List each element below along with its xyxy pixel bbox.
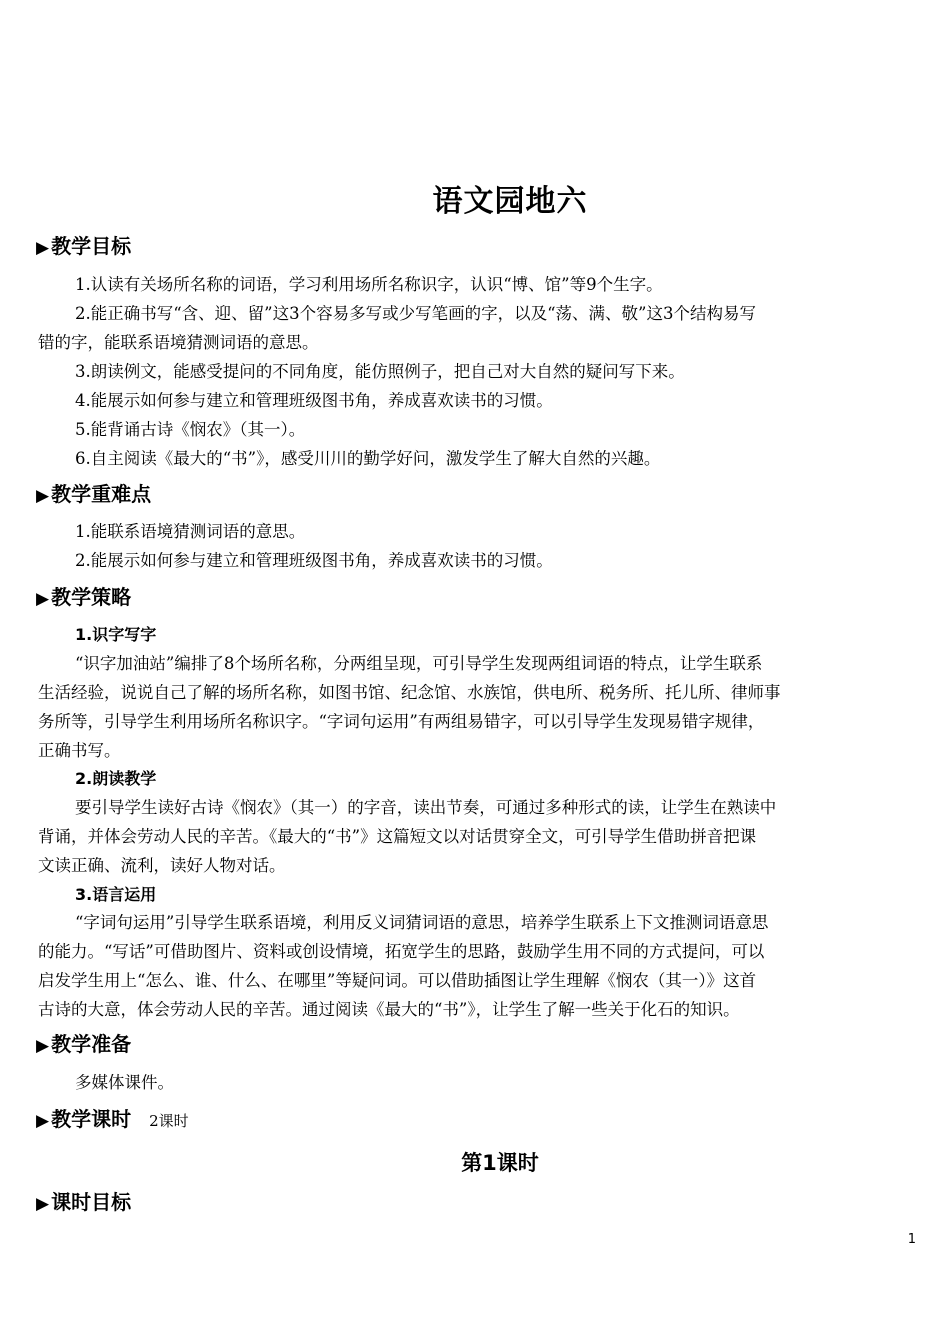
strategy-line: 正确书写。 [38, 741, 121, 760]
goal-line: 错的字，能联系语境猜测词语的意思。 [38, 333, 319, 352]
page-title: 语文园地六 [432, 184, 588, 219]
heading-lesson-goals: ▶ 课时目标 [36, 1190, 132, 1214]
arrow-icon: ▶ [36, 486, 50, 506]
subheading-reading: 2.朗读教学 [75, 769, 157, 788]
strategy-line: 文读正确、流利，读好人物对话。 [38, 856, 286, 875]
goal-line: 6.自主阅读《最大的“书”》，感受川川的勤学好问，激发学生了解大自然的兴趣。 [75, 449, 661, 468]
preparation-line: 多媒体课件。 [75, 1073, 174, 1092]
subheading-language: 3.语言运用 [75, 885, 157, 904]
heading-preparation: ▶ 教学准备 [36, 1032, 132, 1056]
strategy-line: 务所等，引导学生利用场所名称识字。“字词句运用”有两组易错字，可以引导学生发现易错字规律， [38, 712, 765, 731]
strategy-line: “识字加油站”编排了8个场所名称，分两组呈现，可引导学生发现两组词语的特点，让学生联系 [75, 654, 763, 673]
key-point-line: 1.能联系语境猜测词语的意思。 [75, 522, 306, 541]
arrow-icon: ▶ [36, 238, 50, 258]
arrow-icon: ▶ [36, 1194, 50, 1214]
goal-line: 3.朗读例文，能感受提问的不同角度，能仿照例子，把自己对大自然的疑问写下来。 [75, 362, 685, 381]
subheading-literacy: 1.识字写字 [75, 625, 157, 644]
heading-teaching-goals: ▶ 教学目标 [36, 234, 132, 258]
class-hours-value: 2课时 [149, 1112, 189, 1130]
strategy-line: 背诵，并体会劳动人民的辛苦。《最大的“书”》这篇短文以对话贯穿全文，可引导学生借助拼音把课 [38, 827, 757, 846]
arrow-icon: ▶ [36, 1036, 50, 1056]
strategy-line: 生活经验，说说自己了解的场所名称，如图书馆、纪念馆、水族馆，供电所、税务所、托儿所、律师事 [38, 683, 781, 702]
strategy-line: 古诗的大意，体会劳动人民的辛苦。通过阅读《最大的“书”》，让学生了解一些关于化石的知识。 [38, 1000, 740, 1019]
arrow-icon: ▶ [36, 1111, 50, 1131]
goal-line: 5.能背诵古诗《悯农》（其一）。 [75, 420, 306, 439]
strategy-line: 要引导学生读好古诗《悯农》（其一）的字音，读出节奏，可通过多种形式的读，让学生在熟读中 [75, 798, 777, 817]
strategy-line: 的能力。“写话”可借助图片、资料或创设情境，拓宽学生的思路，鼓励学生用不同的方式提问，可以 [38, 942, 765, 961]
heading-class-hours: ▶ 教学课时 2课时 [36, 1107, 189, 1131]
page-number: 1 [907, 1232, 916, 1247]
lesson-title: 第1课时 [461, 1151, 539, 1175]
goal-line: 4.能展示如何参与建立和管理班级图书角，养成喜欢读书的习惯。 [75, 391, 553, 410]
heading-strategy: ▶ 教学策略 [36, 585, 132, 609]
key-point-line: 2.能展示如何参与建立和管理班级图书角，养成喜欢读书的习惯。 [75, 551, 553, 570]
strategy-line: 启发学生用上“怎么、谁、什么、在哪里”等疑问词。可以借助插图让学生理解《悯农（其一）》这首 [38, 971, 757, 990]
arrow-icon: ▶ [36, 589, 50, 609]
heading-key-points: ▶ 教学重难点 [36, 482, 152, 506]
goal-line: 2.能正确书写“含、迎、留”这3个容易多写或少写笔画的字，以及“荡、满、敬”这3个结构易写 [75, 304, 756, 323]
strategy-line: “字词句运用”引导学生联系语境，利用反义词猜词语的意思，培养学生联系上下文推测词语意思 [75, 913, 769, 932]
goal-line: 1.认读有关场所名称的词语，学习利用场所名称识字，认识“博、馆”等9个生字。 [75, 275, 663, 294]
